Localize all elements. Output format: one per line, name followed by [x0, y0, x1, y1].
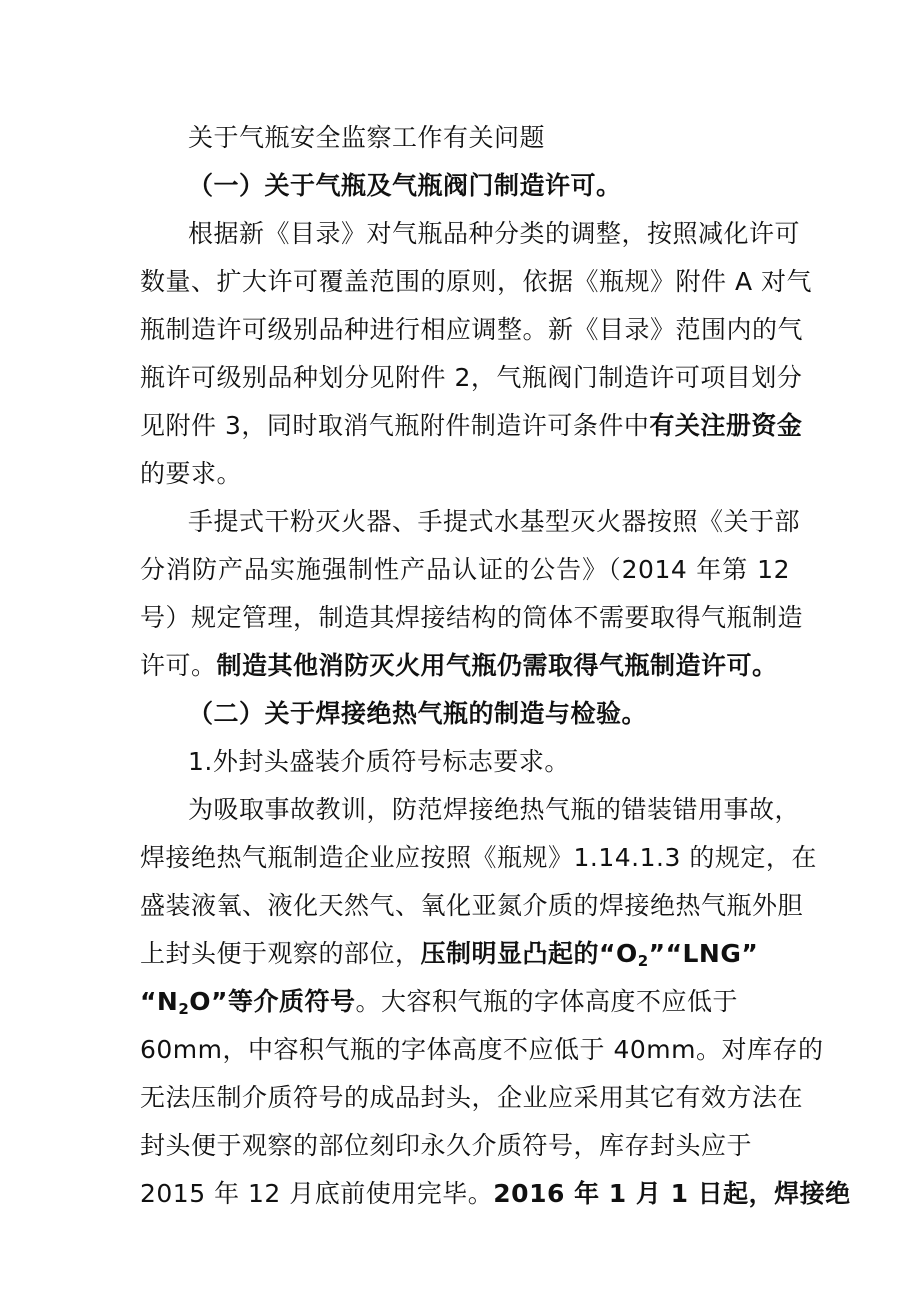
para1-line5: [140, 406, 803, 446]
para3-line2: 焊接绝热气瓶制造企业应按照《瓶规》1.14.1.3 的规定，在: [140, 843, 817, 872]
para2-line3: 号）规定管理，制造其焊接结构的筒体不需要取得气瓶制造: [140, 603, 804, 632]
para3-line4-subscript: 2: [637, 952, 649, 970]
para2-line4-normal: 许可。: [140, 651, 217, 680]
para1-line3: 瓶制造许可级别品种进行相应调整。新《目录》范围内的气: [140, 315, 804, 344]
para3-line4: [140, 934, 790, 974]
para3-line6: 60mm，中容积气瓶的字体高度不应低于 40mm。对库存的: [140, 1035, 824, 1064]
document-title: 关于气瓶安全监察工作有关问题: [188, 123, 546, 152]
para3-line4-bold-a: 压制明显凸起的“O: [420, 939, 638, 968]
para3-line4-normal: 上封头便于观察的部位，: [140, 939, 421, 968]
para3-line9: [140, 1174, 851, 1214]
para3-line5-normal: 。大容积气瓶的字体高度不应低于: [355, 987, 738, 1016]
section2-heading: （二）关于焊接绝热气瓶的制造与检验。: [188, 699, 648, 728]
para2-line1: 手提式干粉灭火器、手提式水基型灭火器按照《关于部: [188, 507, 801, 536]
para3-line9-normal: 2015 年 12 月底前使用完毕。: [140, 1179, 494, 1208]
para3-line9-bold: 2016 年 1 月 1 日起，焊接绝: [493, 1179, 851, 1208]
para3-line5: [140, 982, 790, 1022]
para1-line5-normal: 见附件 3，同时取消气瓶附件制造许可条件中: [140, 411, 650, 440]
para2-line4-bold: 制造其他消防灭火用气瓶仍需取得气瓶制造许可。: [216, 651, 778, 680]
para3-line8: 封头便于观察的部位刻印永久介质符号，库存封头应于: [140, 1131, 753, 1160]
para3-line7: 无法压制介质符号的成品封头，企业应采用其它有效方法在: [140, 1083, 804, 1112]
para3-line3: 盛装液氧、液化天然气、氧化亚氮介质的焊接绝热气瓶外胆: [140, 891, 804, 920]
para1-line1: 根据新《目录》对气瓶品种分类的调整，按照减化许可: [188, 219, 801, 248]
sub1-heading: 1.外封头盛装介质符号标志要求。: [188, 747, 570, 776]
para3-line5-bold-b: O”等介质符号: [189, 987, 356, 1016]
para1-line4: 瓶许可级别品种划分见附件 2，气瓶阀门制造许可项目划分: [140, 363, 803, 392]
para3-line5-subscript: 2: [178, 1000, 190, 1018]
section1-heading: （一）关于气瓶及气瓶阀门制造许可。: [188, 171, 622, 200]
para1-line5-bold: 有关注册资金: [649, 411, 803, 440]
para3-line1: 为吸取事故教训，防范焊接绝热气瓶的错装错用事故，: [188, 795, 801, 824]
para3-line5-bold-a: “N: [140, 987, 179, 1016]
para1-line6: 的要求。: [140, 459, 243, 488]
para2-line2: 分消防产品实施强制性产品认证的公告》（2014 年第 12: [140, 555, 790, 584]
para3-line4-bold-b: ”“LNG”: [648, 939, 759, 968]
para1-line2: 数量、扩大许可覆盖范围的原则，依据《瓶规》附件 A 对气: [140, 267, 812, 296]
para2-line4: [140, 646, 790, 686]
